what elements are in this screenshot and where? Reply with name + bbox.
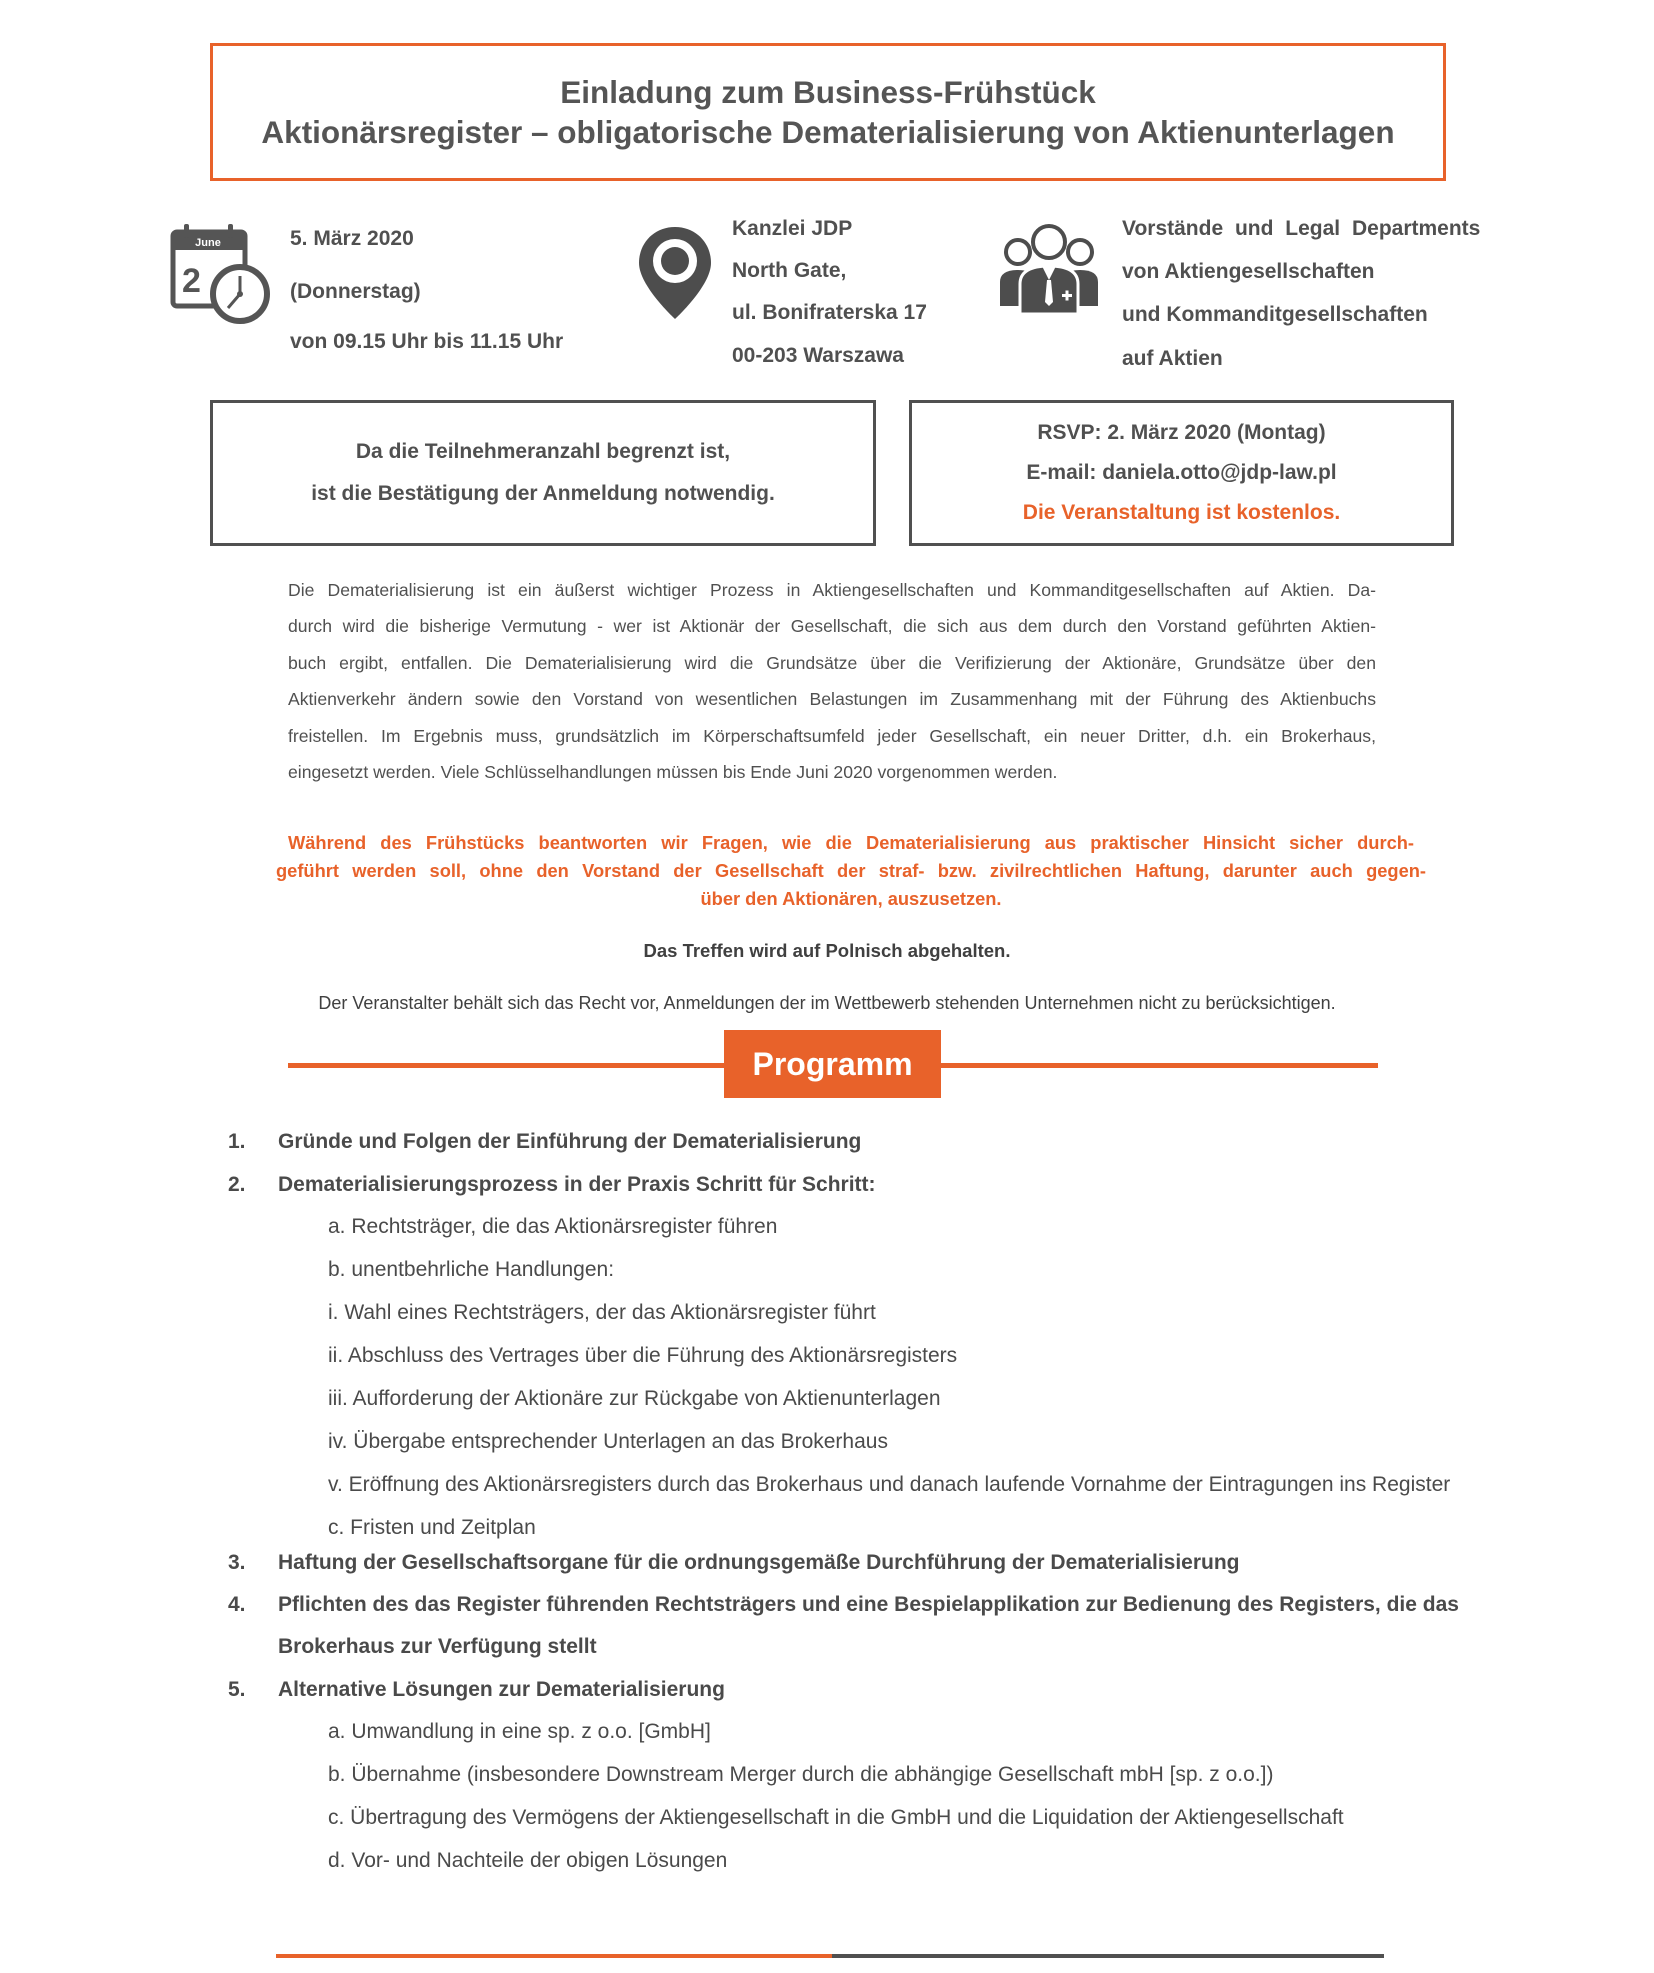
intro-line: Die Dematerialisierung ist ein äußerst wichtiger Prozess in Aktiengesellschaften und Kommanditgesellschaften auf Aktien. Da- [288,580,1376,600]
program-item-number: 1. [228,1130,246,1153]
program-item-continuation: Brokerhaus zur Verfügung stellt [278,1635,597,1658]
location-line-1: Kanzlei JDP [732,217,853,240]
title-line-2: Aktionärsregister – obligatorische Dematerialisierung von Aktienunterlagen [261,114,1395,150]
program-item-number: 3. [228,1551,246,1574]
program-subitem: i. Wahl eines Rechtsträgers, der das Aktionärsregister führt [328,1301,876,1324]
location-line-2: North Gate, [732,259,847,282]
program-item-number: 2. [228,1173,246,1196]
people-group-icon [998,218,1100,318]
program-item-number: 4. [228,1593,246,1616]
highlight-line: Während des Frühstücks beantworten wir Fragen, wie die Dematerialisierung aus praktischer Hinsicht sicher durch- [288,832,1414,853]
highlight-line: geführt werden soll, ohne den Vorstand der Gesellschaft der straf- bzw. zivilrechtlichen Haftung, darunter auch gegen- [276,860,1426,881]
intro-paragraph [288,572,1376,790]
rsvp-deadline: RSVP: 2. März 2020 (Montag) [1037,421,1326,444]
program-subitem: a. Rechtsträger, die das Aktionärsregister führen [328,1215,778,1238]
intro-line: freistellen. Im Ergebnis muss, grundsätzlich im Körperschaftsumfeld jeder Gesellschaft, ein neuer Dritter, d.h. ein Brokerhaus, [288,725,1376,746]
audience-line-2: von Aktiengesellschaften [1122,260,1375,283]
calendar-clock-icon [170,222,272,326]
program-subitem: b. Übernahme (insbesondere Downstream Merger durch die abhängige Gesellschaft mbH [sp. z o.o.]) [328,1763,1274,1786]
footer-rule-orange [276,1954,832,1958]
calendar-month: June [195,237,221,249]
calendar-day: 2 [182,262,201,300]
footer-rule-dark [832,1954,1384,1958]
intro-line: Aktienverkehr ändern sowie den Vorstand von wesentlichen Belastungen im Zusammenhang mit der Führung des Aktienbuchs [288,689,1376,710]
audience-line-1-text: Vorstände und Legal Departments [1122,217,1481,240]
notice-line-2: ist die Bestätigung der Anmeldung notwendig. [311,482,775,505]
program-item: Pflichten des das Register führenden Rechtsträgers und eine Bespielapplikation zur Bedienung des Registers, die das [278,1593,1459,1616]
title-box [210,43,1446,181]
programm-rule-left [288,1063,728,1068]
event-date: 5. März 2020 [290,227,414,250]
highlight-paragraph [276,829,1426,913]
program-item: Gründe und Folgen der Einführung der Dematerialisierung [278,1130,862,1153]
programm-rule-right [938,1063,1378,1068]
language-note: Das Treffen wird auf Polnisch abgehalten. [643,940,1011,961]
program-subitem: iv. Übergabe entsprechender Unterlagen an das Brokerhaus [328,1430,888,1453]
program-subitem: b. unentbehrliche Handlungen: [328,1258,615,1281]
intro-line: buch ergibt, entfallen. Die Dematerialisierung wird die Grundsätze über die Verifizierung der Aktionäre, Grundsätze über den [288,652,1376,673]
notice-box [210,400,876,546]
program-item: Dematerialisierungsprozess in der Praxis Schritt für Schritt: [278,1173,876,1196]
program-subitem: ii. Abschluss des Vertrages über die Führung des Aktionärsregisters [328,1344,958,1367]
program-subitem: c. Fristen und Zeitplan [328,1516,536,1539]
event-weekday: (Donnerstag) [290,280,421,303]
program-subitem: a. Umwandlung in eine sp. z o.o. [GmbH] [328,1720,711,1743]
program-item: Haftung der Gesellschaftsorgane für die ordnungsgemäße Durchführung der Dematerialisierung [278,1551,1240,1574]
intro-line: durch wird die bisherige Vermutung - wer ist Aktionär der Gesellschaft, die sich aus dem durch den Vorstand geführten Aktien- [288,616,1376,637]
rsvp-email[interactable]: E-mail: daniela.otto@jdp-law.pl [1026,461,1337,484]
highlight-line: über den Aktionären, auszusetzen. [700,888,1002,909]
notice-line-1: Da die Teilnehmeranzahl begrenzt ist, [355,440,731,463]
location-line-3: ul. Bonifraterska 17 [732,301,927,324]
program-subitem: iii. Aufforderung der Aktionäre zur Rückgabe von Aktienunterlagen [328,1387,941,1410]
title-line-1: Einladung zum Business-Frühstück [560,74,1096,110]
programm-heading: Programm [724,1030,941,1098]
location-line-4: 00-203 Warszawa [732,344,904,367]
free-event-note: Die Veranstaltung ist kostenlos. [1022,501,1341,524]
rsvp-box [909,400,1454,546]
organizer-note: Der Veranstalter behält sich das Recht vor, Anmeldungen der im Wettbewerb stehenden Unternehmen nicht zu berücksichtigen. [318,993,1336,1013]
program-subitem: d. Vor- und Nachteile der obigen Lösungen [328,1849,728,1872]
audience-line-4: auf Aktien [1122,347,1223,370]
program-item-number: 5. [228,1678,246,1701]
location-pin-icon [636,224,714,322]
program-item: Alternative Lösungen zur Dematerialisierung [278,1678,725,1701]
audience-line-3: und Kommanditgesellschaften [1122,303,1428,326]
audience-line-1 [1122,217,1500,241]
program-subitem: c. Übertragung des Vermögens der Aktiengesellschaft in die GmbH und die Liquidation der Aktiengesellschaft [328,1806,1344,1829]
intro-line: eingesetzt werden. Viele Schlüsselhandlungen müssen bis Ende Juni 2020 vorgenommen werden. [288,762,1058,783]
event-time: von 09.15 Uhr bis 11.15 Uhr [290,330,564,353]
program-subitem: v. Eröffnung des Aktionärsregisters durch das Brokerhaus und danach laufende Vornahme der Eintragungen ins Register [328,1473,1451,1496]
